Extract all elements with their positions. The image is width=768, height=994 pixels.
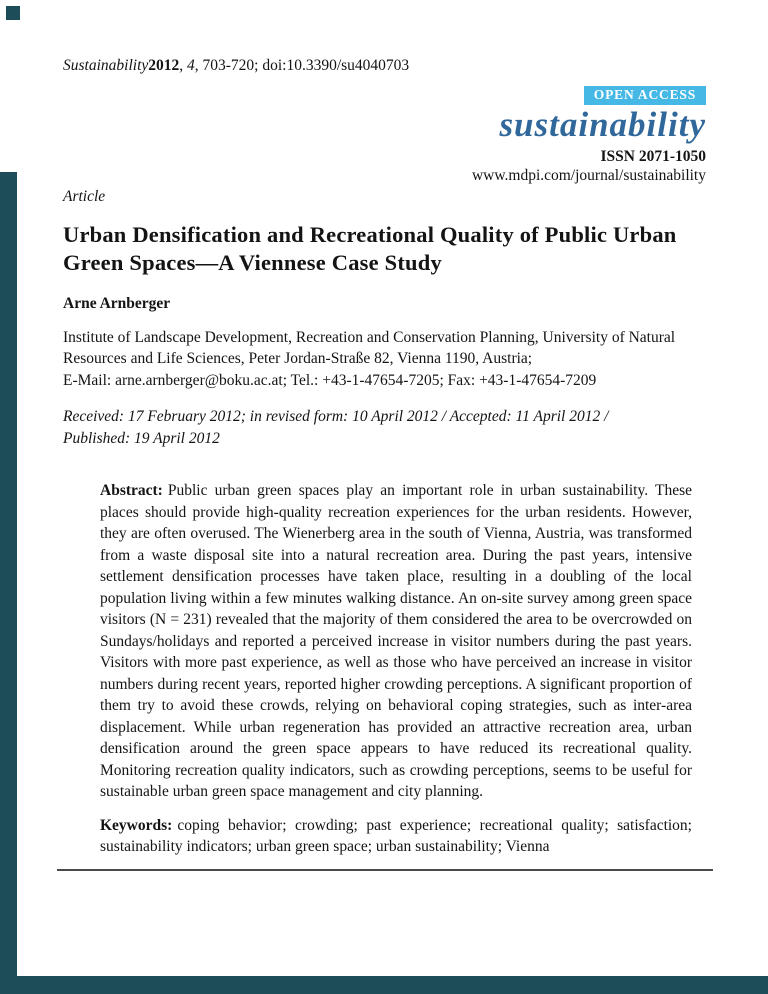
citation-volume: 4 [187,57,195,74]
keywords-label: Keywords: [100,816,173,834]
page-content [63,55,706,871]
viewer-background-left-band [0,172,17,994]
citation-pages-doi: , 703-720; doi:10.3390/su4040703 [194,57,410,74]
citation-journal: Sustainability [63,57,149,74]
article-title-line2: Green Spaces—A Viennese Case Study [63,249,442,275]
section-divider-rule [57,869,713,871]
abstract-section [100,480,692,803]
affiliation-contact-line: E-Mail: arne.arnberger@boku.ac.at; Tel.: +43-1-47654-7205; Fax: +43-1-47654-7209 [63,371,597,389]
journal-citation [63,55,706,77]
article-title [63,221,706,277]
citation-comma: , [179,57,187,74]
publication-history [63,406,706,450]
viewer-background-corner-square [6,6,20,20]
author-name: Arne Arnberger [63,294,171,312]
open-access-badge-row [63,86,706,105]
viewer-background-bottom-band [0,976,768,994]
history-line2: Published: 19 April 2012 [63,430,220,448]
journal-logo: sustainability [499,105,706,144]
history-line1: Received: 17 February 2012; in revised form: 10 April 2012 / Accepted: 11 April 2012 / [63,408,609,426]
article-type-label: Article [63,187,106,205]
article-title-line1: Urban Densification and Recreational Quality of Public Urban [63,221,677,247]
journal-masthead [63,86,706,185]
keywords-text: coping behavior; crowding; past experience; recreational quality; satisfaction; sustainability indicators; urban green space; urban sustainability; Vienna [100,816,692,856]
keywords-section [100,815,692,858]
journal-website-url: www.mdpi.com/journal/sustainability [471,166,706,184]
citation-year: 2012 [148,57,180,74]
affiliation-line2: Resources and Life Sciences, Peter Jordan-Straße 82, Vienna 1190, Austria; [63,350,533,368]
abstract-text: Public urban green spaces play an important role in urban sustainability. These places should provide high-quality recreation experiences for the urban residents. However, they are often overused. The Wienerberg area in the south of Vienna, Austria, was transformed from a waste disposal site into a natural recreation area. During the past years, intensive settlement densification processes have taken place, resulting in a doubling of the local population living within a few minutes walking distance. An on-site survey among green space visitors (N = 231) revealed that the majority of them considered the area to be overcrowded on Sundays/holidays and reported a perceived increase in visitor numbers during the past years. Visitors with more past experience, as well as those who have perceived an increase in visitor numbers during recent years, reported higher crowding perceptions. A significant proportion of them try to avoid these crowds, relying on behavioral coping strategies, such as inter-area displacement. While urban regeneration has provided an attractive recreation area, urban densification around the green space appears to have reduced its recreational quality. Monitoring recreation quality indicators, such as crowding perceptions, seems to be useful for sustainable urban green space management and city planning. [100,482,692,801]
issn-number: ISSN 2071-1050 [600,147,706,165]
affiliation-line1: Institute of Landscape Development, Recreation and Conservation Planning, University of Natural [63,328,676,346]
open-access-badge: OPEN ACCESS [584,86,706,105]
abstract-label: Abstract: [100,482,163,500]
author-affiliation [63,327,706,392]
